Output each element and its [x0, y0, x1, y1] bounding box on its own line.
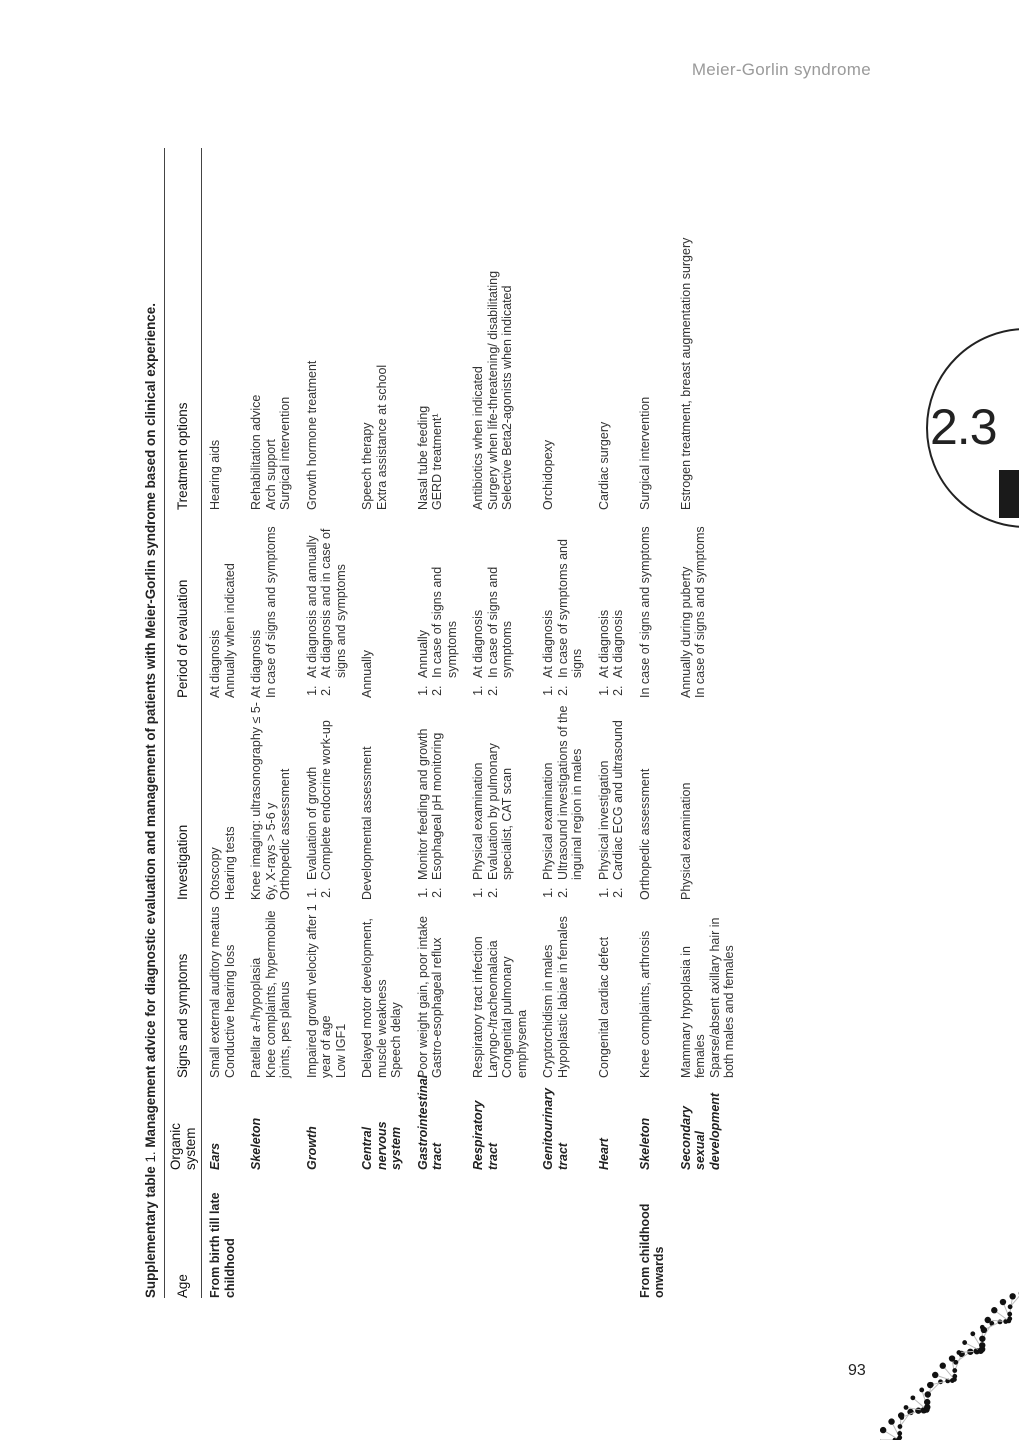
investigation-cell — [591, 698, 632, 900]
age-cell — [673, 1170, 743, 1298]
investigation-item: 1. Monitor feeding and growth — [416, 702, 431, 884]
header-age: Age — [165, 1170, 202, 1298]
table-row — [202, 148, 244, 1298]
investigation-list — [541, 702, 585, 900]
signs-cell — [465, 900, 535, 1078]
signs-line: Hypoplastic labiae in females — [555, 916, 570, 1078]
treatment-line: Nasal tube feeding — [415, 405, 430, 510]
treatment-cell — [535, 148, 591, 510]
investigation-line: Otoscopy — [208, 847, 222, 900]
investigation-cell — [299, 698, 355, 900]
table-row — [243, 148, 299, 1298]
age-cell — [535, 1170, 591, 1298]
organic-system-cell: Gastrointestinal tract — [415, 1074, 444, 1170]
treatment-cell — [673, 148, 743, 510]
treatment-line: Antibiotics when indicated — [471, 366, 485, 510]
period-line: In case of signs and symptoms — [637, 526, 652, 698]
header-organic-system: Organic system — [165, 1078, 202, 1170]
signs-line: Low IGF1 — [333, 1023, 348, 1078]
investigation-item: 2. Complete endocrine work-up — [319, 702, 334, 884]
period-list — [541, 514, 585, 698]
table-row — [673, 148, 743, 1298]
period-cell — [410, 510, 466, 698]
investigation-item: 2. Evaluation by pulmonary specialist, CAT scan — [486, 702, 515, 884]
period-cell — [591, 510, 632, 698]
investigation-list — [471, 702, 515, 900]
period-item: 1. Annually — [416, 514, 431, 682]
investigation-cell — [465, 698, 535, 900]
signs-cell — [591, 900, 632, 1078]
treatment-line: Extra assistance at school — [374, 364, 389, 510]
treatment-line: Selective Beta2-agonists when indicated — [500, 285, 514, 510]
header-investigation: Investigation — [165, 698, 202, 900]
age-cell — [243, 1170, 299, 1298]
organic-system-cell: Central nervous system — [360, 1121, 403, 1170]
treatment-cell — [243, 148, 299, 510]
table-row — [535, 148, 591, 1298]
signs-cell — [673, 900, 743, 1078]
period-cell — [673, 510, 743, 698]
treatment-cell — [410, 148, 466, 510]
age-cell: From childhood onwards — [637, 1203, 666, 1298]
caption-number: 1. — [143, 1151, 158, 1163]
signs-line: Sparse/absent axillary hair in both males and females — [707, 917, 736, 1078]
treatment-line: Hearing aids — [208, 439, 222, 510]
period-cell — [202, 510, 244, 698]
age-cell — [410, 1170, 466, 1298]
treatment-cell — [632, 148, 673, 510]
period-line: At diagnosis — [208, 629, 222, 698]
signs-cell — [299, 900, 355, 1078]
header-row — [165, 148, 202, 1298]
treatment-line: Arch support — [263, 439, 278, 510]
signs-line: Congenital cardiac defect — [596, 936, 611, 1078]
period-list — [305, 514, 349, 698]
signs-cell — [632, 900, 673, 1078]
organic-system-cell: Secondary sexual development — [678, 1092, 722, 1170]
investigation-item: 1. Evaluation of growth — [305, 702, 320, 884]
investigation-cell — [243, 698, 299, 900]
period-list — [597, 514, 626, 698]
investigation-line: Orthopedic assessment — [637, 768, 652, 900]
organic-system-cell: Genitourinary tract — [541, 1088, 570, 1170]
treatment-cell — [591, 148, 632, 510]
period-line: At diagnosis — [249, 629, 263, 698]
signs-line: Cryptorchidism in males — [541, 944, 555, 1078]
treatment-cell — [202, 148, 244, 510]
organic-system-cell: Skeleton — [637, 1117, 652, 1170]
period-list — [471, 514, 515, 698]
age-cell — [591, 1170, 632, 1298]
investigation-cell — [673, 698, 743, 900]
treatment-line: Surgery when life-threatening/ disabilitating — [485, 270, 500, 510]
chapter-tab — [999, 470, 1019, 518]
investigation-cell — [410, 698, 466, 900]
treatment-line: GERD treatment¹ — [430, 413, 444, 510]
investigation-item: 2. Cardiac ECG and ultrasound — [611, 702, 626, 884]
treatment-line: Surgical intervention — [278, 396, 292, 510]
table-row — [465, 148, 535, 1298]
period-line: In case of signs and symptoms — [263, 526, 278, 698]
treatment-line: Estrogen treatment, breast augmentation surgery — [678, 237, 693, 510]
table-row — [410, 148, 466, 1298]
period-line: Annually — [360, 650, 374, 698]
period-line: In case of signs and symptoms — [693, 526, 707, 698]
period-line: Annually when indicated — [222, 563, 237, 698]
organic-system-cell: Heart — [596, 1138, 611, 1170]
period-item: 2. In case of signs and symptoms — [430, 514, 459, 682]
investigation-line: Hearing tests — [222, 826, 237, 900]
signs-line: Gastro-esophageal reflux — [430, 937, 444, 1078]
investigation-item: 2. Ultrasound investigations of the inguinal region in males — [556, 702, 585, 884]
investigation-item: 1. Physical investigation — [597, 702, 612, 884]
caption-label: Supplementary table — [143, 1166, 158, 1298]
organic-system-cell: Skeleton — [249, 1117, 263, 1170]
signs-line: Speech delay — [389, 1002, 403, 1078]
signs-line: Congenital pulmonary emphysema — [500, 956, 529, 1078]
table-caption — [142, 148, 164, 1298]
period-item: 1. At diagnosis — [541, 514, 556, 682]
signs-line: Knee complaints, hypermobile joints, pes planus — [263, 910, 292, 1078]
signs-line: Mammary hypoplasia in females — [678, 946, 707, 1078]
treatment-cell — [354, 148, 410, 510]
signs-line: Conductive hearing loss — [222, 944, 237, 1078]
chapter-number: 2.3 — [930, 399, 997, 455]
rotated-table-block — [142, 148, 862, 1298]
header-treatment: Treatment options — [165, 148, 202, 510]
treatment-line: Growth hormone treatment — [304, 360, 319, 510]
header-signs: Signs and symptoms — [165, 900, 202, 1078]
treatment-line: Speech therapy — [360, 422, 374, 510]
period-item: 2. In case of symptoms and signs — [556, 514, 585, 682]
period-list — [416, 514, 460, 698]
table-row — [299, 148, 355, 1298]
running-head: Meier-Gorlin syndrome — [691, 60, 871, 79]
signs-line: Impaired growth velocity after 1 year of age — [304, 904, 333, 1078]
period-item: 1. At diagnosis and annually — [305, 514, 320, 682]
treatment-line: Cardiac surgery — [596, 421, 611, 510]
header-period: Period of evaluation — [165, 510, 202, 698]
treatment-line: Surgical intervention — [637, 396, 652, 510]
investigation-line: Developmental assessment — [360, 746, 374, 900]
treatment-cell — [465, 148, 535, 510]
age-cell — [299, 1170, 355, 1298]
investigation-item: 1. Physical examination — [471, 702, 486, 884]
signs-line: Knee complaints, arthrosis — [637, 930, 652, 1078]
signs-cell — [410, 900, 466, 1078]
signs-line: Small external auditory meatus — [208, 906, 222, 1078]
signs-cell — [354, 900, 410, 1078]
investigation-line: Orthopedic assessment — [278, 768, 292, 900]
investigation-cell — [202, 698, 244, 900]
period-cell — [465, 510, 535, 698]
period-cell — [535, 510, 591, 698]
table-row — [632, 148, 673, 1298]
period-cell — [299, 510, 355, 698]
period-item: 1. At diagnosis — [597, 514, 612, 682]
age-cell — [354, 1170, 410, 1298]
period-item: 2. At diagnosis — [611, 514, 626, 682]
organic-system-cell: Respiratory tract — [471, 1100, 500, 1170]
investigation-line: Knee imaging: ultrasonography ≤ 5-6y, X-rays > 5-6 y — [249, 702, 278, 900]
organic-system-cell: Growth — [304, 1126, 319, 1170]
investigation-line: Physical examination — [678, 782, 693, 900]
signs-line: Patellar a-/hypoplasia — [249, 957, 263, 1078]
management-table — [164, 148, 743, 1298]
investigation-cell — [632, 698, 673, 900]
investigation-list — [416, 702, 445, 900]
investigation-cell — [354, 698, 410, 900]
investigation-list — [305, 702, 334, 900]
period-cell — [243, 510, 299, 698]
investigation-cell — [535, 698, 591, 900]
age-cell: From birth till late childhood — [208, 1192, 237, 1298]
period-item: 1. At diagnosis — [471, 514, 486, 682]
signs-cell — [202, 900, 244, 1078]
signs-line: Laryngo-/tracheomalacia — [485, 940, 500, 1078]
signs-line: Delayed motor development, muscle weakness — [360, 918, 389, 1078]
period-item: 2. At diagnosis and in case of signs and symptoms — [319, 514, 348, 682]
period-cell — [354, 510, 410, 698]
age-cell — [465, 1170, 535, 1298]
signs-cell — [243, 900, 299, 1078]
period-item: 2. In case of signs and symptoms — [486, 514, 515, 682]
organic-system-cell: Ears — [208, 1142, 222, 1170]
period-line: Annually during puberty — [678, 566, 693, 698]
treatment-cell — [299, 148, 355, 510]
treatment-line: Rehabilitation advice — [249, 394, 263, 510]
treatment-line: Orchidopexy — [541, 439, 555, 510]
caption-text: Management advice for diagnostic evaluation and management of patients with Meier-Gorlin syndrome based on clinical experience. — [143, 303, 158, 1148]
table-row — [591, 148, 632, 1298]
signs-cell — [535, 900, 591, 1078]
signs-line: Respiratory tract infection — [471, 936, 485, 1078]
dna-helix-icon — [880, 1290, 1019, 1440]
investigation-list — [597, 702, 626, 900]
investigation-item: 2. Esophageal pH monitoring — [430, 702, 445, 884]
page-number: 93 — [848, 1362, 866, 1379]
period-cell — [632, 510, 673, 698]
table-row — [354, 148, 410, 1298]
investigation-item: 1. Physical examination — [541, 702, 556, 884]
signs-line: Poor weight gain, poor intake — [415, 916, 430, 1078]
